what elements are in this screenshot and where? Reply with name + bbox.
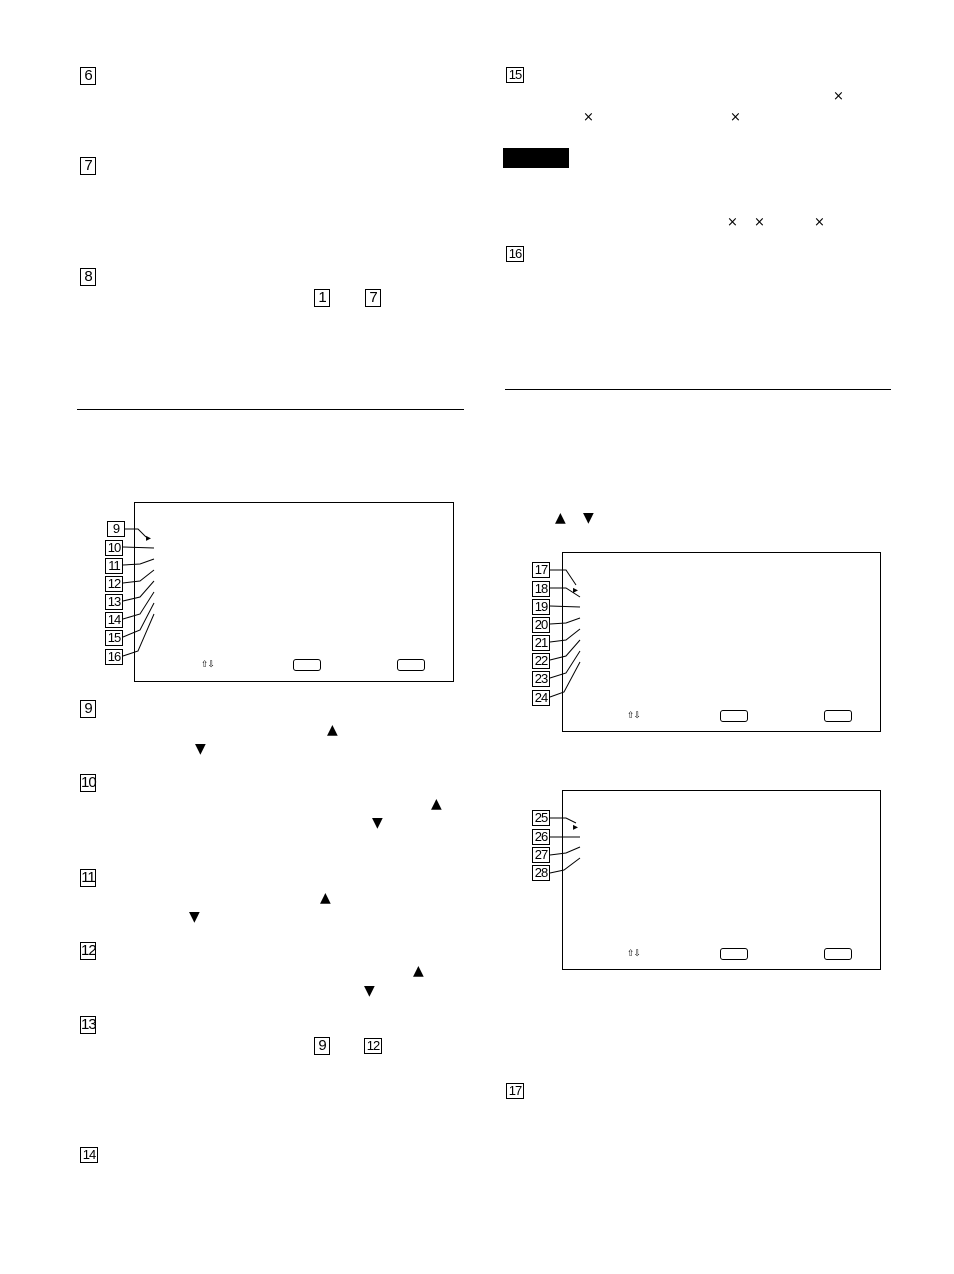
up-down-arrows-icon: ⇧⇩ xyxy=(201,660,215,670)
callout-26: 26 xyxy=(532,829,550,845)
down-arrow-icon: ▼ xyxy=(583,510,594,526)
step-marker-8: 8 xyxy=(80,268,96,286)
callout-12: 12 xyxy=(105,576,123,592)
up-arrow-icon: ▲ xyxy=(327,722,338,738)
step-marker-11: 11 xyxy=(81,869,95,886)
up-down-arrows-icon: ⇧⇩ xyxy=(627,711,641,721)
up-down-arrows-icon: ⇧⇩ xyxy=(627,949,641,959)
step-marker-15: 15 xyxy=(506,67,524,83)
step-marker-6: 6 xyxy=(80,67,96,85)
callout-18: 18 xyxy=(532,581,550,597)
cursor-icon: ▸ xyxy=(573,822,579,833)
down-arrow-icon: ▼ xyxy=(189,909,200,925)
ref-marker-12: 12 xyxy=(364,1038,382,1054)
callout-21: 21 xyxy=(532,635,550,651)
callout-22: 22 xyxy=(532,653,550,669)
down-arrow-icon: ▼ xyxy=(364,983,375,999)
callout-23: 23 xyxy=(532,671,550,687)
times-symbol: × xyxy=(814,215,825,230)
down-arrow-icon: ▼ xyxy=(195,741,206,757)
callout-27: 27 xyxy=(532,847,550,863)
step-marker-16: 16 xyxy=(506,246,524,262)
cursor-icon: ▸ xyxy=(146,533,152,544)
up-arrow-icon: ▲ xyxy=(320,890,331,906)
callout-14: 14 xyxy=(105,612,123,628)
times-symbol: × xyxy=(583,110,594,125)
step-marker-17: 17 xyxy=(506,1083,524,1099)
callout-19: 19 xyxy=(532,599,550,615)
cursor-icon: ▸ xyxy=(573,585,579,596)
callout-20: 20 xyxy=(532,617,550,633)
callout-28: 28 xyxy=(532,865,550,881)
callout-16: 16 xyxy=(105,649,123,665)
step-marker-9: 9 xyxy=(80,700,96,718)
ref-marker-7: 7 xyxy=(365,289,381,307)
step-marker-13: 13 xyxy=(81,1016,96,1033)
ref-marker-9: 9 xyxy=(314,1037,330,1055)
up-arrow-icon: ▲ xyxy=(555,510,566,526)
times-symbol: × xyxy=(730,110,741,125)
callout-10: 10 xyxy=(105,540,123,556)
callout-24: 24 xyxy=(532,690,550,706)
callout-15: 15 xyxy=(105,630,123,646)
callout-11: 11 xyxy=(105,558,123,574)
callout-17: 17 xyxy=(532,562,550,578)
times-symbol: × xyxy=(833,89,844,104)
step-marker-12: 12 xyxy=(81,942,96,959)
step-marker-7: 7 xyxy=(80,157,96,175)
callout-13: 13 xyxy=(105,594,123,610)
times-symbol: × xyxy=(754,215,765,230)
callout-25: 25 xyxy=(532,810,550,826)
up-arrow-icon: ▲ xyxy=(431,796,442,812)
step-marker-14: 14 xyxy=(80,1147,98,1163)
up-arrow-icon: ▲ xyxy=(413,963,424,979)
down-arrow-icon: ▼ xyxy=(372,815,383,831)
ref-marker-1: 1 xyxy=(314,289,330,307)
callout-9: 9 xyxy=(107,521,125,537)
step-marker-10: 10 xyxy=(81,774,96,791)
times-symbol: × xyxy=(727,215,738,230)
